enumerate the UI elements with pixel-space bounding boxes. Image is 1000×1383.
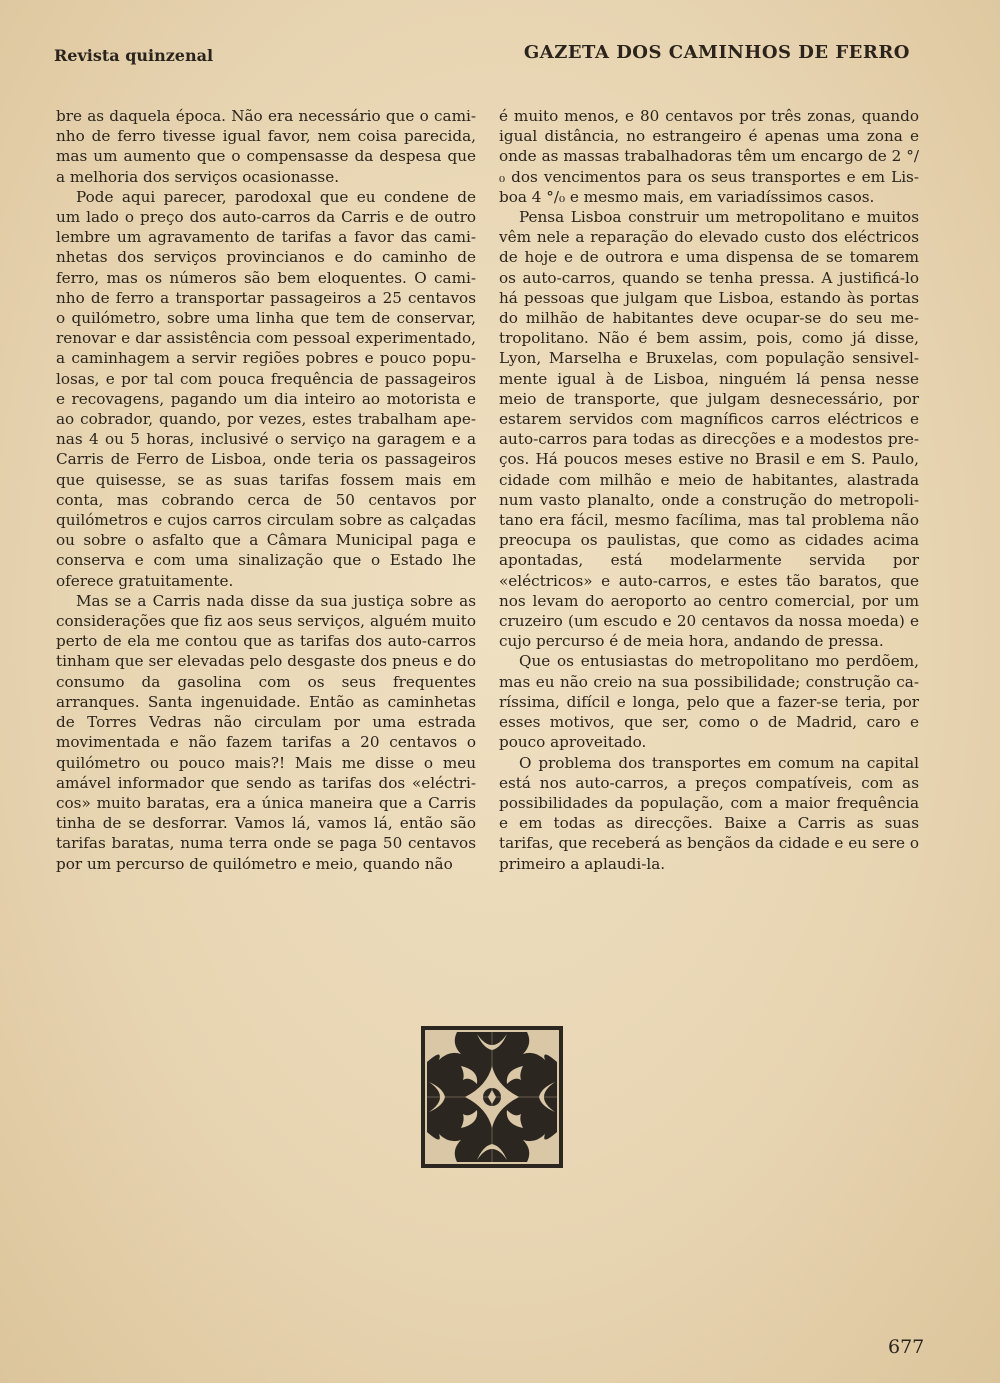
paragraph: Que os entusiastas do metropolitano mo perdõem, mas eu não creio na sua possibilidade; construção caríssima, difícil e longa, pelo que a fazer-se teria, por esses motivos, que ser, como o de Madrid, caro e pouco aproveitado. (499, 652, 919, 752)
paragraph: bre as daquela época. Não era necessário que o caminho de ferro tivesse igual favor, nem coisa parecida, mas um aumento que o compensasse da despesa que a melhoria dos serviços ocasionasse. (56, 107, 476, 186)
paragraph: Pensa Lisboa construir um metropolitano e muitos vêm nele a reparação do elevado custo dos eléctricos de hoje e de outrora e uma dispensa de se tomarem os auto-carros, quando se tenha pressa. A justificá-lo há pessoas que julgam que Lisboa, estando às portas do milhão de habitantes deve ocupar-se do seu metropolitano. Não é bem assim, pois, como já disse, Lyon, Marselha e Bruxelas, com população sensivelmente igual à de Lisboa, ninguém lá pensa nesse meio de transporte, que julgam desnecessário, por estarem servidos com magníficos carros eléctricos e auto-carros para todas as direcções e a modestos preços. Há poucos meses estive no Brasil e em S. Paulo, cidade com milhão e meio de habitantes, alastrada num vasto planalto, onde a construção do metropolitano era fácil, mesmo facílima, mas tal problema não preocupa os paulistas, que como as cidades acima apontadas, está modelarmente servida por «eléctricos» e auto-carros, e estes tão baratos, que nos levam do aeroporto ao centro comercial, por um cruzeiro (um escudo e 20 centavos da nossa moeda) e cujo percurso é de meia hora, andando de pressa. (499, 208, 919, 651)
azulejo-tile-ornament-icon (421, 1026, 563, 1168)
right-column (499, 106, 919, 874)
paragraph: O problema dos transportes em comum na capital está nos auto-carros, a preços compatíveis, com as possibilidades da população, com a maior frequência e em todas as direcções. Baixe a Carris as suas tarifas, que receberá as bençãos da cidade e eu sere o primeiro a aplaudi-la. (499, 753, 919, 873)
header-journal-frequency: Revista quinzenal (54, 46, 214, 65)
left-column (56, 106, 476, 874)
page-number: 677 (888, 1336, 925, 1358)
running-header (54, 40, 910, 70)
header-journal-title: GAZETA DOS CAMINHOS DE FERRO (523, 42, 910, 63)
paragraph: Pode aqui parecer, parodoxal que eu condene de um lado o preço dos auto-carros da Carris e de outro lembre um agravamento de tarifas a favor das caminhetas dos serviços provincianos e do caminho de ferro, mas os números são bem eloquentes. O caminho de ferro a transportar passageiros a 25 centavos o quilómetro, sobre uma linha que tem de conservar, renovar e dar assistência com pessoal experimentado, a caminhagem a servir regiões pobres e pouco populosas, e por tal com pouca frequência de passageiros e recovagens, pagando um dia inteiro ao motorista e ao cobrador, quando, por vezes, estes trabalham apenas 4 ou 5 horas, inclusivé o serviço na garagem e a Carris de Ferro de Lisboa, onde teria os passageiros que quisesse, se as suas tarifas fossem mais em conta, mas cobrando cerca de 50 centavos por quilómetros e cujos carros circulam sobre as calçadas ou sobre o asfalto que a Câmara Municipal paga e conserva e com uma sinalização que o Estado lhe oferece gratuitamente. (56, 187, 476, 590)
paragraph: Mas se a Carris nada disse da sua justiça sobre as considerações que fiz aos seus serviços, alguém muito perto de ela me contou que as tarifas dos auto-carros tinham que ser elevadas pelo desgaste dos pneus e do consumo da gasolina com os seus frequentes arranques. Santa ingenuidade. Então as caminhetas de Torres Vedras não circulam por uma estrada movimentada e não fazem tarifas a 20 centavos o quilómetro ou pouco mais?! Mais me disse o meu amável informador que sendo as tarifas dos «eléctricos» muito baratas, era a única maneira que a Carris tinha de se desforrar. Vamos lá, vamos lá, então são tarifas baratas, numa terra onde se paga 50 centavos por um percurso de quilómetro e meio, quando não (56, 591, 476, 873)
paragraph: é muito menos, e 80 centavos por três zonas, quando igual distância, no estrangeiro é apenas uma zona e onde as massas trabalhadoras têm um encargo de 2 °/₀ dos vencimentos para os seus transportes e em Lisboa 4 °/₀ e mesmo mais, em variadíssimos casos. (499, 107, 919, 206)
